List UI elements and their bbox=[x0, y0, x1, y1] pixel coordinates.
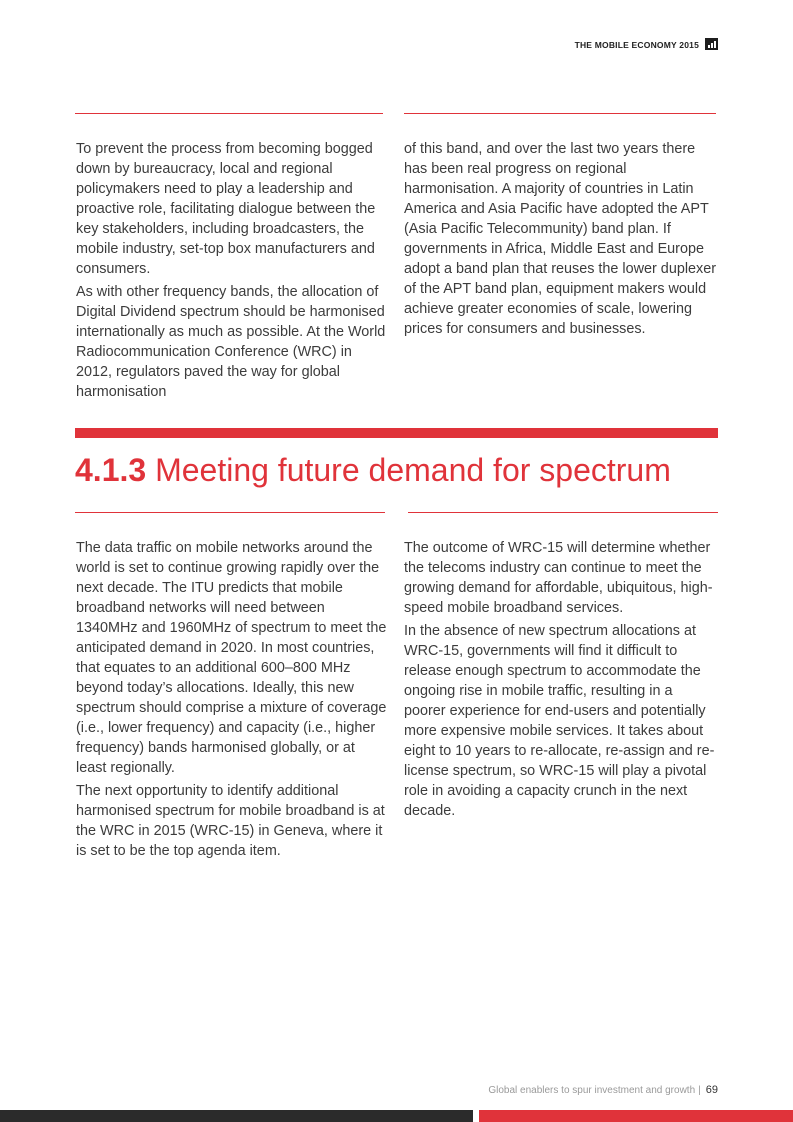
footer-bar-accent bbox=[479, 1110, 793, 1122]
page-number: 69 bbox=[705, 1084, 718, 1096]
paragraph: To prevent the process from becoming bogged down by bureaucracy, local and regional policymakers need to play a leadership and proactive role, facilitating dialogue between the key stakeholders, including broadcasters, the mobile industry, set-top box manufacturers and consumers. bbox=[76, 141, 376, 277]
section-number: 4.1.3 bbox=[75, 452, 147, 488]
footer-bar-dark bbox=[0, 1110, 473, 1122]
paragraph: The data traffic on mobile networks around the world is set to continue growing rapidly over the next decade. The ITU predicts that mobile broadband networks will need between 1340MHz and 1960MHz of spectrum to meet the anticipated demand in 2020. In most countries, that equates to an additional 600–800 MHz beyond today’s allocations. Ideally, this new spectrum should comprise a mixture of coverage (i.e., lower frequency) and capacity (i.e., higher frequency) bands harmonised globally, or at least regionally. bbox=[76, 540, 387, 776]
column-rule-right-mid bbox=[408, 512, 718, 513]
paragraph: of this band, and over the last two years there has been real progress on regional harmonisation. A majority of countries in Latin America and Asia Pacific have adopted the APT (Asia Pacific Telecommunity) band plan. If governments in Africa, Middle East and Europe adopt a band plan that reuses the lower duplexer of the APT band plan, equipment makers would achieve greater economies of scale, lowering prices for consumers and businesses. bbox=[404, 141, 717, 337]
column-rule-left-top bbox=[75, 113, 383, 114]
column-rule-left-mid bbox=[75, 512, 385, 513]
bar-chart-icon bbox=[705, 38, 718, 50]
top-left-column bbox=[76, 139, 388, 405]
section-divider-bar bbox=[75, 428, 718, 438]
column-rule-right-top bbox=[404, 113, 716, 114]
footer-separator: | bbox=[698, 1085, 701, 1096]
section-left-column bbox=[76, 538, 388, 864]
paragraph: The next opportunity to identify additional harmonised spectrum for mobile broadband is at the WRC in 2015 (WRC-15) in Geneva, where it is set to be the top agenda item. bbox=[76, 783, 385, 859]
section-title: Meeting future demand for spectrum bbox=[155, 452, 671, 488]
paragraph: As with other frequency bands, the allocation of Digital Dividend spectrum should be harmonised internationally as much as possible. At the World Radiocommunication Conference (WRC) in 2012, regulators paved the way for global harmonisation bbox=[76, 284, 386, 400]
paragraph: The outcome of WRC-15 will determine whether the telecoms industry can continue to meet the growing demand for affordable, ubiquitous, high-speed mobile broadband services. bbox=[404, 540, 713, 616]
page-footer bbox=[488, 1084, 718, 1096]
paragraph: In the absence of new spectrum allocations at WRC-15, governments will find it difficult to release enough spectrum to accommodate the ongoing rise in mobile traffic, resulting in a poorer experience for end-users and potentially more expensive mobile services. It takes about eight to 10 years to re-allocate, re-assign and re-license spectrum, so WRC-15 will play a pivotal role in avoiding a capacity crunch in the next decade. bbox=[404, 623, 715, 819]
footer-section-label: Global enablers to spur investment and growth bbox=[488, 1085, 696, 1096]
publication-title: THE MOBILE ECONOMY 2015 bbox=[574, 40, 699, 50]
top-right-column bbox=[404, 139, 718, 342]
section-heading bbox=[75, 452, 671, 489]
section-right-column bbox=[404, 538, 718, 824]
